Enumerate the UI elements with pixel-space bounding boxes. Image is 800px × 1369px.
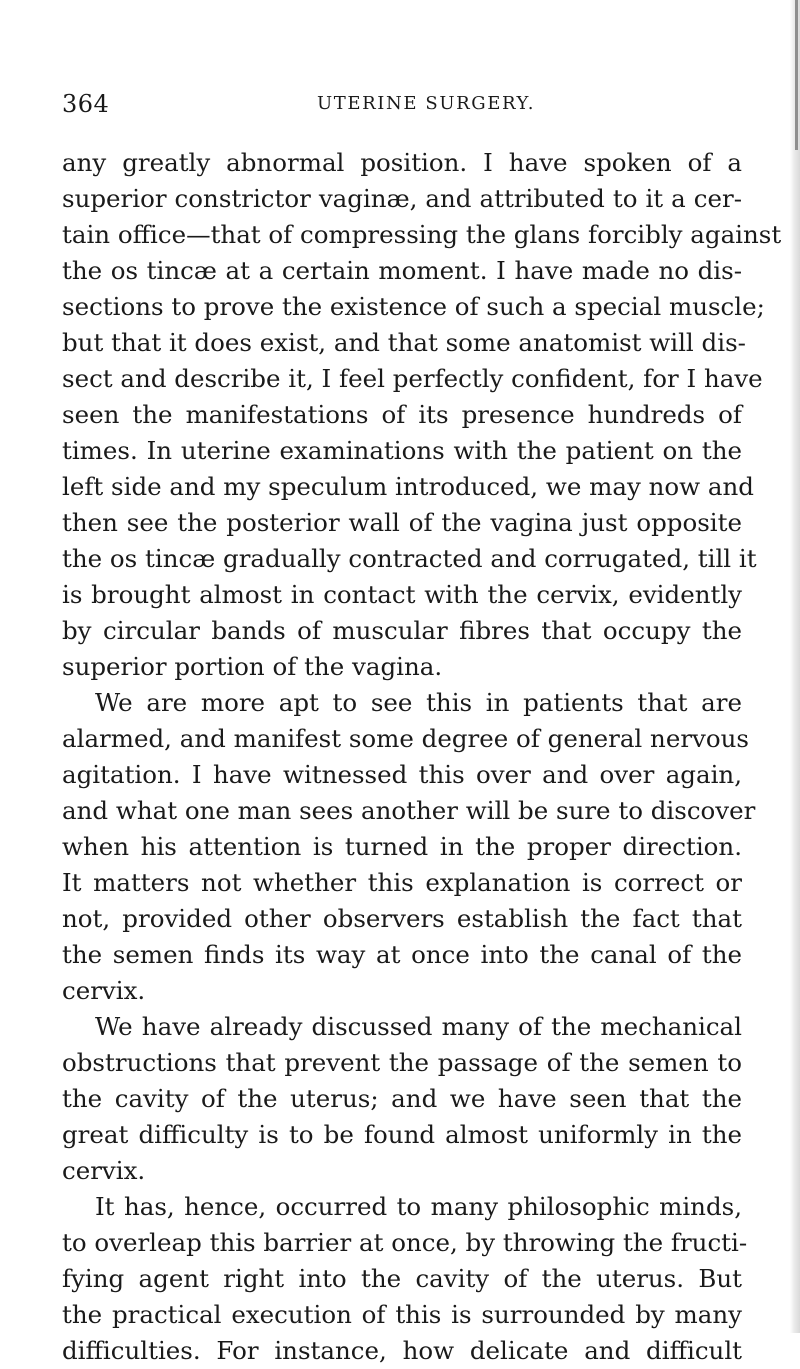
text-line: then see the posterior wall of the vagina just opposite (62, 508, 742, 537)
text-line: the semen finds its way at once into the canal of the (62, 940, 742, 969)
text-line: but that it does exist, and that some anatomist will dis- (62, 328, 746, 357)
page-edge-shadow (790, 0, 800, 1333)
text-line: the cavity of the uterus; and we have seen that the (62, 1084, 742, 1113)
paragraph-end-line: cervix. (62, 976, 146, 1005)
text-line: superior constrictor vaginæ, and attributed to it a cer- (62, 184, 742, 213)
text-line: sections to prove the existence of such a special muscle; (62, 292, 765, 321)
text-line: alarmed, and manifest some degree of general nervous (62, 724, 749, 753)
text-line: any greatly abnormal position. I have spoken of a (62, 148, 742, 177)
text-line: not, provided other observers establish the fact that (62, 904, 742, 933)
body-text (62, 145, 782, 1369)
text-line: the practical execution of this is surrounded by many (62, 1300, 742, 1329)
text-line: agitation. I have witnessed this over and over again, (62, 760, 742, 789)
paragraph-start-line: We have already discussed many of the mechanical (95, 1012, 742, 1041)
page-number: 364 (62, 90, 110, 118)
paragraph-start-line: It has, hence, occurred to many philosophic minds, (95, 1192, 742, 1221)
paragraph-end-line: superior portion of the vagina. (62, 652, 443, 681)
text-line: and what one man sees another will be sure to discover (62, 796, 756, 825)
text-line: to overleap this barrier at once, by throwing the fructi- (62, 1228, 748, 1257)
text-line: the os tincæ gradually contracted and corrugated, till it (62, 544, 757, 573)
running-head: UTERINE SURGERY. (317, 93, 536, 114)
page-header (62, 90, 742, 122)
text-line: seen the manifestations of its presence hundreds of (62, 400, 742, 429)
text-line: when his attention is turned in the proper direction. (62, 832, 742, 861)
text-line: tain office—that of compressing the glans forcibly against (62, 220, 782, 249)
text-line: It matters not whether this explanation is correct or (62, 868, 742, 897)
text-line: great difficulty is to be found almost uniformly in the (62, 1120, 742, 1149)
text-line: left side and my speculum introduced, we may now and (62, 472, 754, 501)
text-line: fying agent right into the cavity of the uterus. But (62, 1264, 742, 1293)
text-line: obstructions that prevent the passage of the semen to (62, 1048, 742, 1077)
text-line: times. In uterine examinations with the patient on the (62, 436, 742, 465)
paragraph-start-line: We are more apt to see this in patients that are (95, 688, 742, 717)
text-line: is brought almost in contact with the cervix, evidently (62, 580, 742, 609)
text-line: by circular bands of muscular fibres that occupy the (62, 616, 742, 645)
text-line: sect and describe it, I feel perfectly confident, for I have (62, 364, 763, 393)
text-line: the os tincæ at a certain moment. I have made no dis- (62, 256, 742, 285)
text-line: difficulties. For instance, how delicate and difficult (62, 1336, 742, 1365)
paragraph-end-line: cervix. (62, 1156, 146, 1185)
